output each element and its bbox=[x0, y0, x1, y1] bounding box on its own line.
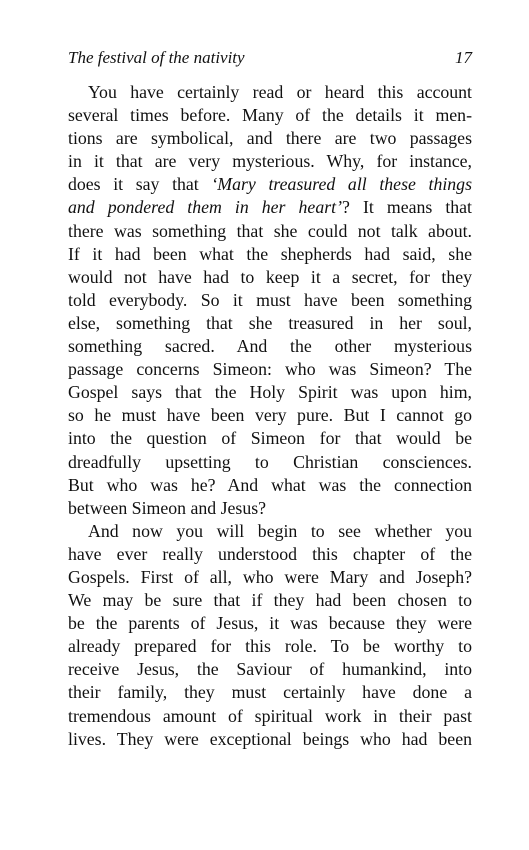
text-line: passage concerns Simeon: who was Simeon? The bbox=[68, 359, 472, 380]
quoted-text: ‘Mary treasured all these things bbox=[211, 174, 472, 195]
text-line: You have certainly read or heard this account bbox=[88, 82, 472, 102]
text-run: does it say that bbox=[68, 174, 212, 195]
text-line: else, something that she treasured in her soul, bbox=[68, 312, 472, 333]
text-line: have ever really understood this chapter of the bbox=[68, 543, 472, 564]
text-line: would not have had to keep it a secret, for they bbox=[68, 266, 472, 287]
text-line: Gospel says that the Holy Spirit was upon him, bbox=[68, 382, 472, 403]
text-line: in it that are very mysterious. Why, for instance, bbox=[68, 151, 472, 172]
text-line: between Simeon and Jesus? bbox=[68, 497, 267, 518]
text-line: receive Jesus, the Saviour of humankind, into bbox=[68, 659, 472, 680]
text-line: dreadfully upsetting to Christian consciences. bbox=[68, 451, 472, 472]
text-run: ? It means that bbox=[342, 197, 473, 218]
text-line: And now you will begin to see whether you bbox=[88, 520, 472, 541]
page-number: 17 bbox=[455, 48, 472, 67]
text-line: tions are symbolical, and there are two passages bbox=[68, 128, 472, 149]
paragraph bbox=[68, 81, 472, 520]
quoted-text: and pondered them in her heart’ bbox=[68, 197, 342, 218]
paragraph bbox=[68, 520, 472, 751]
body-text bbox=[68, 81, 472, 751]
text-line: lives. They were exceptional beings who had been bbox=[68, 728, 472, 749]
text-line: there was something that she could not talk about. bbox=[68, 220, 472, 241]
running-header bbox=[68, 46, 472, 70]
text-line: But who was he? And what was the connection bbox=[68, 474, 472, 495]
text-line bbox=[68, 173, 472, 196]
chapter-title: The festival of the nativity bbox=[68, 48, 245, 67]
text-line: be the parents of Jesus, it was because they were bbox=[68, 613, 472, 634]
text-line: something sacred. And the other mysterious bbox=[68, 336, 472, 357]
text-line: tremendous amount of spiritual work in their past bbox=[68, 705, 472, 726]
text-line: several times before. Many of the details it men- bbox=[68, 105, 472, 126]
text-line: into the question of Simeon for that would be bbox=[68, 428, 472, 449]
text-line: Gospels. First of all, who were Mary and Joseph? bbox=[68, 566, 472, 587]
text-line: We may be sure that if they had been chosen to bbox=[68, 590, 472, 611]
text-line: so he must have been very pure. But I cannot go bbox=[68, 405, 472, 426]
text-line: told everybody. So it must have been something bbox=[68, 289, 472, 310]
text-line: If it had been what the shepherds had said, she bbox=[68, 243, 472, 264]
text-line: their family, they must certainly have done a bbox=[68, 682, 472, 703]
text-line: already prepared for this role. To be worthy to bbox=[68, 636, 472, 657]
text-line bbox=[68, 196, 472, 219]
